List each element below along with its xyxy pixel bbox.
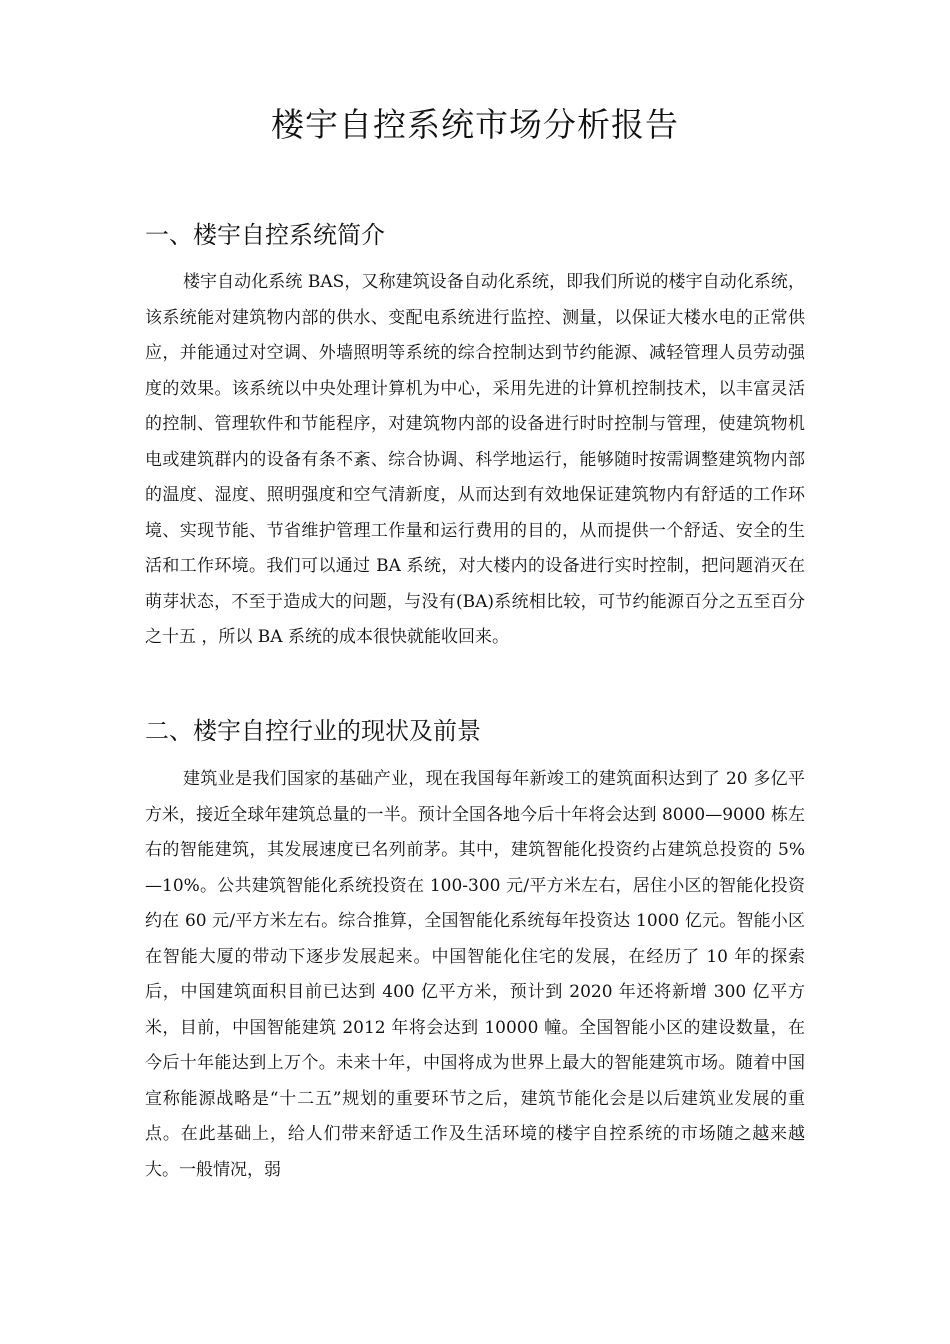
document-title: 楼宇自控系统市场分析报告 [271,105,679,144]
section-heading-intro: 一、楼宇自控系统简介 [145,221,385,249]
section-paragraph-intro: 楼宇自动化系统 BAS，又称建筑设备自动化系统，即我们所说的楼宇自动化系统，该系统能对建筑物内部的供水、变配电系统进行监控、测量，以保证大楼水电的正常供应，并能通过对空调、外墙照明等系统的综合控制达到节约能源、减轻管理人员劳动强度的效果。该系统以中央处理计算机为中心，采用先进的计算机控制技术，以丰富灵活的控制、管理软件和节能程序，对建筑物内部的设备进行时时控制与管理，使建筑物机电或建筑群内的设备有条不紊、综合协调、科学地运行，能够随时按需调整建筑物内部的温度、湿度、照明强度和空气清新度，从而达到有效地保证建筑物内有舒适的工作环境、实现节能、节省维护管理工作量和运行费用的目的，从而提供一个舒适、安全的生活和工作环境。我们可以通过 BA 系统，对大楼内的设备进行实时控制，把问题消灭在萌芽状态，不至于造成大的问题，与没有(BA)系统相比较，可节约能源百分之五至百分之十五 ，所以 BA 系统的成本很快就能收回来。 [145,272,805,647]
section-paragraph-status-outlook: 建筑业是我们国家的基础产业，现在我国每年新竣工的建筑面积达到了 20 多亿平方米，接近全球年建筑总量的一半。预计全国各地今后十年将会达到 8000—9000 栋左右的智能建筑，其发展速度已名列前茅。其中，建筑智能化投资约占建筑总投资的 5%—10%。公共建筑智能化系统投资在 100-300 元/平方米左右，居住小区的智能化投资约在 60 元/平方米左右。综合推算，全国智能化系统每年投资达 1000 亿元。智能小区在智能大厦的带动下逐步发展起来。中国智能化住宅的发展，在经历了 10 年的探索后，中国建筑面积目前已达到 400 亿平方米，预计到 2020 年还将新增 300 亿平方米，目前，中国智能建筑 2012 年将会达到 10000 幢。全国智能小区的建设数量，在今后十年能达到上万个。未来十年，中国将成为世界上最大的智能建筑市场。随着中国宣称能源战略是“十二五”规划的重要环节之后，建筑节能化会是以后建筑业发展的重点。在此基础上，给人们带来舒适工作及生活环境的楼宇自控系统的市场随之越来越大。一般情况，弱 [145,769,805,1180]
section-heading-status-outlook: 二、楼宇自控行业的现状及前景 [145,717,481,745]
